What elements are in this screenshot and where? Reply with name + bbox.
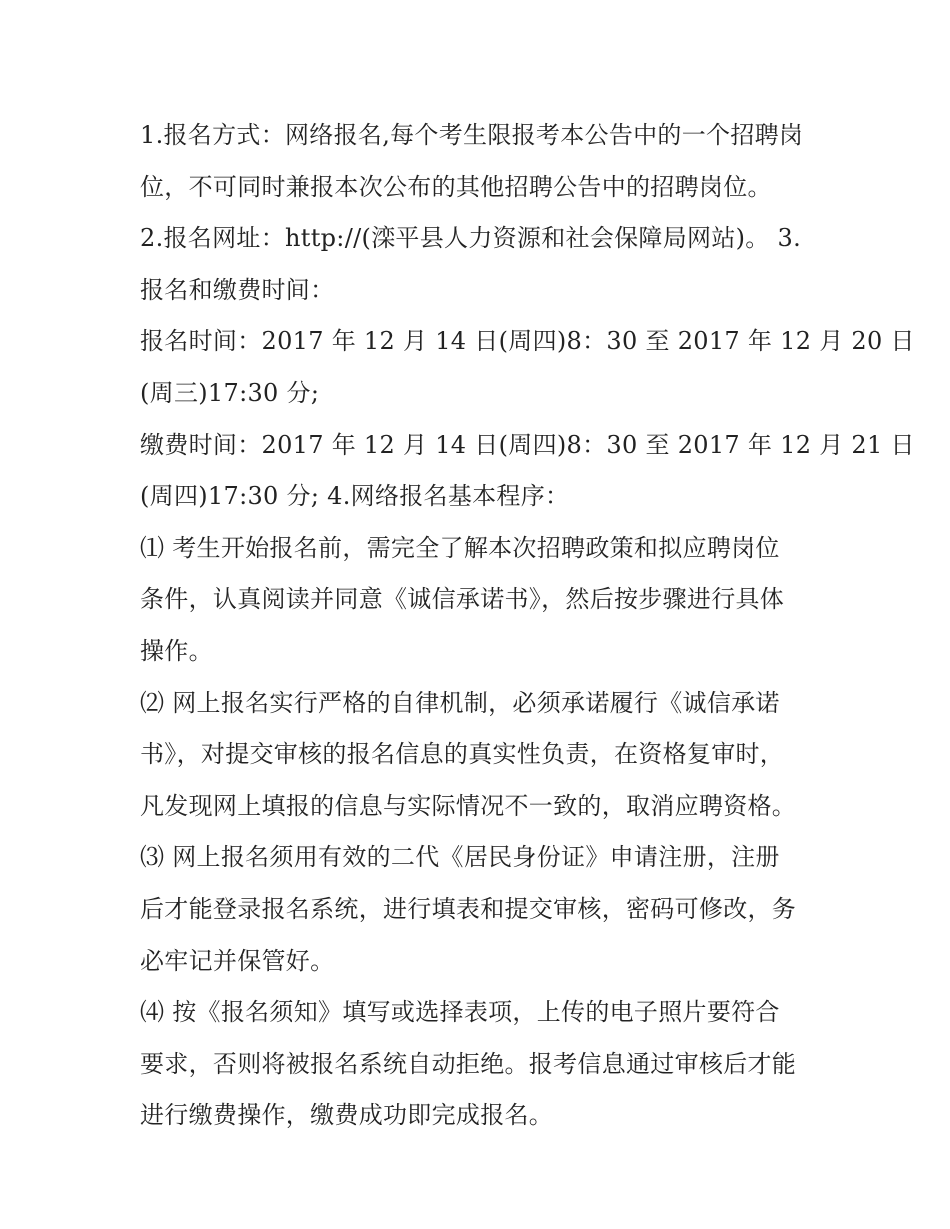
text-line: 进行缴费操作，缴费成功即完成报名。: [140, 1101, 554, 1130]
document-page: [140, 110, 915, 1142]
text-line: ⑶ 网上报名须用有效的二代《居民身份证》申请注册，注册: [140, 843, 780, 872]
text-line: 报名时间：2017 年 12 月 14 日(周四)8：30 至 2017 年 12 月 20 日: [140, 327, 915, 356]
text-line: ⑷ 按《报名须知》填写或选择表项，上传的电子照片要符合: [140, 998, 780, 1027]
text-line: (周四)17:30 分; 4.网络报名基本程序：: [140, 482, 570, 511]
text-line: 必牢记并保管好。: [140, 946, 335, 975]
text-line: ⑵ 网上报名实行严格的自律机制，必须承诺履行《诚信承诺: [140, 688, 780, 717]
text-line: 后才能登录报名系统，进行填表和提交审核，密码可修改，务: [140, 894, 797, 923]
text-line: 位，不可同时兼报本次公布的其他招聘公告中的招聘岗位。: [140, 172, 772, 201]
text-line: 1.报名方式：网络报名,每个考生限报考本公告中的一个招聘岗: [140, 121, 804, 149]
text-line: 操作。: [140, 636, 213, 665]
text-line: 2.报名网址：http://(滦平县人力资源和社会保障局网站)。 3.: [140, 224, 802, 253]
text-line: 报名和缴费时间：: [140, 275, 335, 304]
text-line: 凡发现网上填报的信息与实际情况不一致的，取消应聘资格。: [140, 791, 797, 820]
text-line: 书》，对提交审核的报名信息的真实性负责，在资格复审时，: [140, 740, 785, 769]
text-line: 要求，否则将被报名系统自动拒绝。报考信息通过审核后才能: [140, 1049, 797, 1078]
text-line: 条件，认真阅读并同意《诚信承诺书》，然后按步骤进行具体: [140, 585, 785, 614]
text-line: ⑴ 考生开始报名前，需完全了解本次招聘政策和拟应聘岗位: [140, 533, 780, 562]
text-line: 缴费时间：2017 年 12 月 14 日(周四)8：30 至 2017 年 12 月 21 日: [140, 430, 915, 459]
text-line: (周三)17:30 分;: [140, 378, 320, 407]
